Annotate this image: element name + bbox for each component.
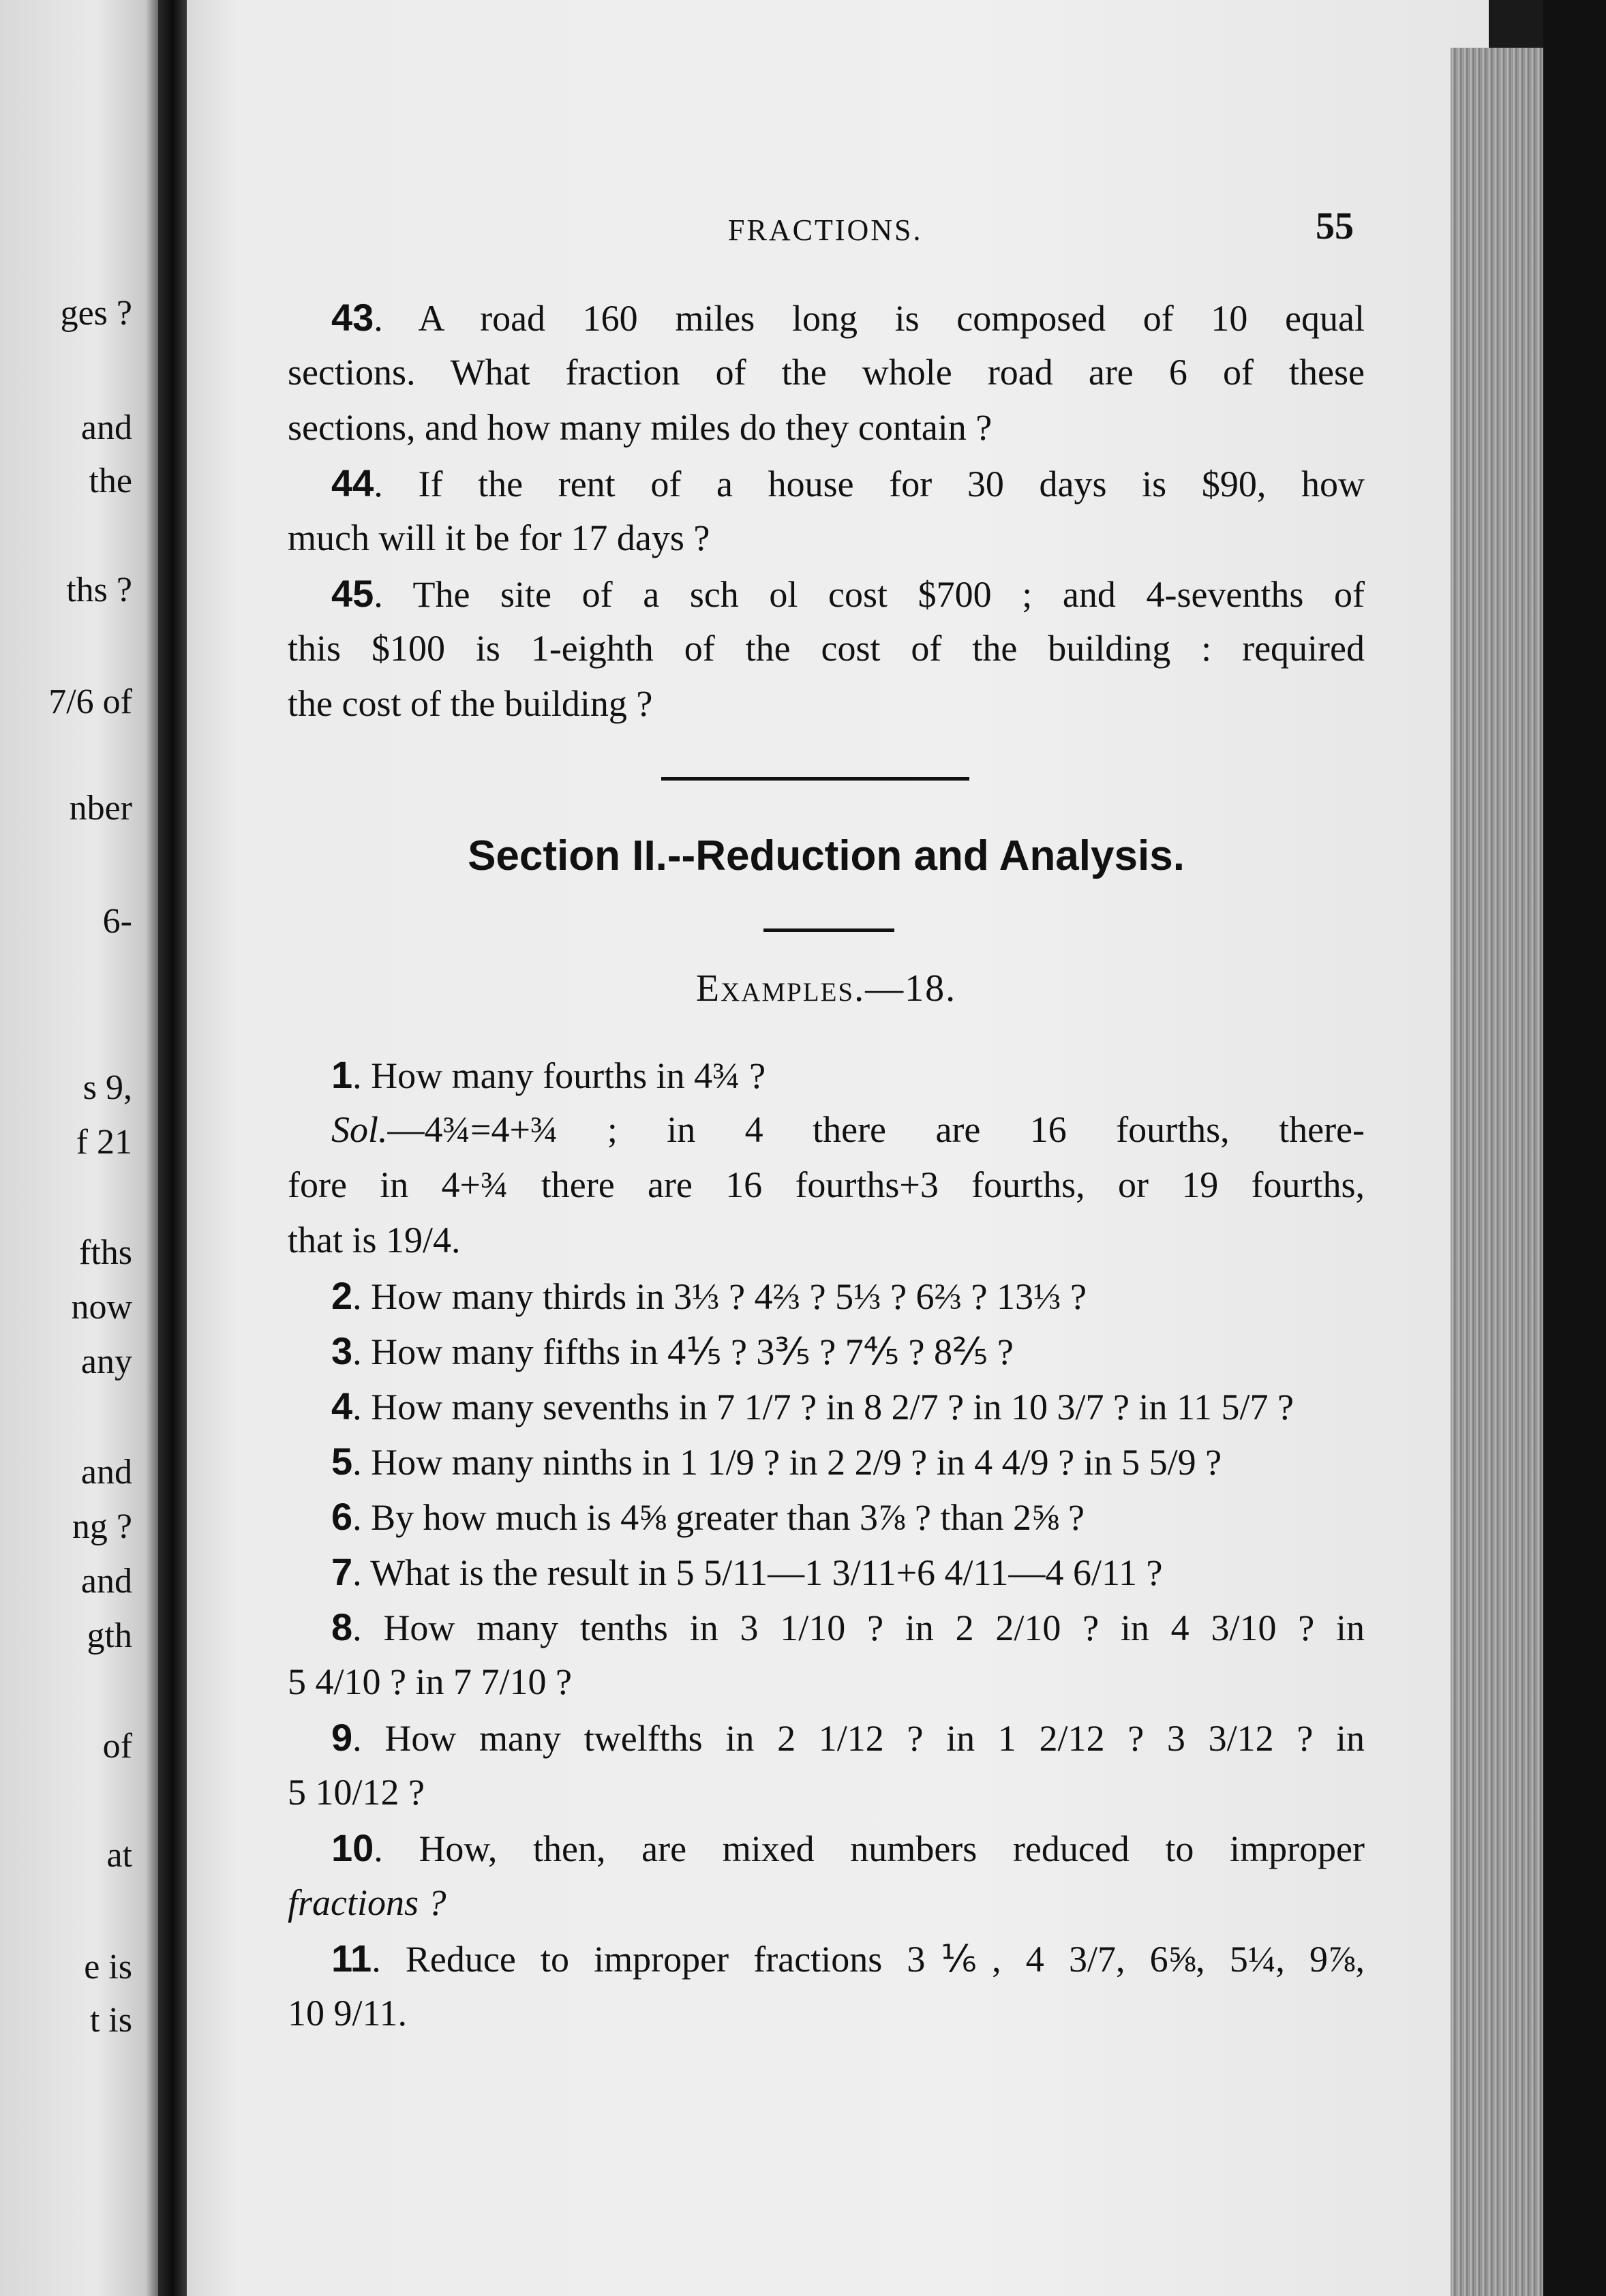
problem-number: 45 (331, 572, 374, 615)
left-fragment: t is (89, 2001, 132, 2040)
example-text: How many fourths in 4¾ ? (371, 1055, 766, 1096)
book-gutter (158, 0, 187, 2296)
example-text: Reduce to improper fractions 3⅙, 4 3/7, 6⅝, 5¼, 9⅞, (405, 1939, 1365, 1980)
left-fragment: at (106, 1836, 132, 1875)
problems-top (288, 290, 1365, 731)
example-text: What is the result in 5 5/11—1 3/11+6 4/11—4 6/11 ? (370, 1552, 1163, 1593)
left-fragment: ges ? (60, 294, 132, 333)
example-line: 11. Reduce to improper fractions 3⅙, 4 3/7, 6⅝, 5¼, 9⅞, (331, 1937, 1365, 1980)
example-text: How many thirds in 3⅓ ? 4⅔ ? 5⅓ ? 6⅔ ? 13⅓ ? (371, 1276, 1087, 1317)
example-line: 3. How many fifths in 4⅕ ? 3⅗ ? 7⅘ ? 8⅖ ? (331, 1329, 1014, 1372)
example-text: How, then, are mixed numbers reduced to improper (419, 1828, 1365, 1869)
example-number: 8 (331, 1605, 353, 1648)
divider-rule-short (763, 928, 894, 932)
problem-line: sections, and how many miles do they contain ? (288, 407, 993, 448)
left-fragment: gth (87, 1616, 132, 1655)
solution-text: —4¾=4+¾ ; in 4 there are 16 fourths, there- (387, 1109, 1365, 1150)
example-number: 4 (331, 1385, 353, 1428)
example-text: How many twelfths in 2 1/12 ? in 1 2/12 ? 3 3/12 ? in (384, 1718, 1365, 1759)
example-text: How many fifths in 4⅕ ? 3⅗ ? 7⅘ ? 8⅖ ? (371, 1331, 1014, 1372)
solution-label: Sol. (331, 1109, 388, 1150)
problem-line: much will it be for 17 days ? (288, 517, 710, 558)
examples-heading: Examples.—18. (695, 967, 957, 1010)
example-number: 11 (331, 1937, 372, 1980)
example-line: 5 10/12 ? (288, 1772, 425, 1813)
example-line: fractions ? (288, 1882, 446, 1923)
left-fragment: s 9, (82, 1068, 132, 1107)
left-fragment: nber (69, 789, 132, 828)
left-fragment: 6- (102, 902, 132, 941)
left-fragment: and (80, 1453, 132, 1492)
example-number: 2 (331, 1274, 353, 1317)
example-text: How many tenths in 3 1/10 ? in 2 2/10 ? in 4 3/10 ? in (383, 1607, 1365, 1648)
example-line: 1. How many fourths in 4¾ ? (331, 1053, 766, 1096)
problem-number: 44 (331, 462, 374, 504)
left-fragment: ng ? (72, 1507, 132, 1546)
example-text: How many sevenths in 7 1/7 ? in 8 2/7 ? in 10 3/7 ? in 11 5/7 ? (371, 1387, 1294, 1428)
problem-line: sections. What fraction of the whole road are 6 of these (288, 352, 1365, 393)
problem-line: this $100 is 1-eighth of the cost of the building : required (288, 628, 1365, 669)
left-fragment: fths (79, 1233, 132, 1272)
left-fragment: and (80, 1562, 132, 1601)
example-text: By how much is 4⅝ greater than 3⅞ ? than 2⅝ ? (371, 1497, 1085, 1538)
left-fragment: f 21 (76, 1123, 132, 1162)
example-number: 3 (331, 1329, 353, 1372)
problem-line: 43. A road 160 miles long is composed of 10 equal (331, 296, 1365, 339)
example-line: 5 4/10 ? in 7 7/10 ? (288, 1661, 572, 1702)
problem-line: 44. If the rent of a house for 30 days is $90, how (331, 462, 1365, 504)
running-head: FRACTIONS. (728, 213, 923, 247)
left-fragment: e is (84, 1948, 132, 1987)
page-number: 55 (1316, 205, 1354, 247)
example-line: 10. How, then, are mixed numbers reduced to improper (331, 1826, 1365, 1869)
problem-line: 45. The site of a sch ol cost $700 ; and 4-sevenths of (331, 572, 1365, 615)
left-fragment: now (71, 1288, 132, 1327)
example-line: 2. How many thirds in 3⅓ ? 4⅔ ? 5⅓ ? 6⅔ ? 13⅓ ? (331, 1274, 1087, 1317)
example-number: 5 (331, 1440, 353, 1483)
problem-text: A road 160 miles long is composed of 10 equal (418, 298, 1365, 339)
example-line: 5. How many ninths in 1 1/9 ? in 2 2/9 ? in 4 4/9 ? in 5 5/9 ? (331, 1440, 1222, 1483)
example-line: 9. How many twelfths in 2 1/12 ? in 1 2/12 ? 3 3/12 ? in (331, 1716, 1365, 1759)
problem-line: the cost of the building ? (288, 683, 653, 724)
solution-line (288, 1102, 1365, 1158)
previous-page-fragment (0, 0, 158, 2296)
solution-line: fore in 4+¾ there are 16 fourths+3 fourths, or 19 fourths, (288, 1164, 1365, 1205)
left-fragment: any (80, 1342, 132, 1381)
example-line: 6. By how much is 4⅝ greater than 3⅞ ? than 2⅝ ? (331, 1495, 1085, 1538)
problem-text: The site of a sch ol cost $700 ; and 4-sevenths of (412, 574, 1365, 615)
problem-number: 43 (331, 296, 374, 339)
page-edges (1451, 48, 1543, 2296)
section-heading: Section II.--Reduction and Analysis. (468, 832, 1185, 879)
example-number: 1 (331, 1053, 353, 1096)
problem-text: If the rent of a house for 30 days is $90, how (418, 464, 1365, 504)
example-number: 7 (331, 1550, 353, 1593)
divider-rule (661, 777, 969, 781)
example-line: 4. How many sevenths in 7 1/7 ? in 8 2/7 ? in 10 3/7 ? in 11 5/7 ? (331, 1385, 1294, 1428)
scan-border (1543, 0, 1606, 2296)
left-fragment: ths ? (66, 571, 132, 609)
examples-list (288, 1047, 1365, 2041)
left-fragment: and (80, 408, 132, 447)
example-number: 10 (331, 1826, 374, 1869)
example-number: 9 (331, 1716, 353, 1759)
left-fragment: 7/6 of (48, 682, 132, 721)
solution-line: that is 19/4. (288, 1220, 461, 1260)
example-line: 7. What is the result in 5 5/11—1 3/11+6 4/11—4 6/11 ? (331, 1550, 1163, 1593)
left-fragment: of (102, 1727, 132, 1766)
example-line: 10 9/11. (288, 1993, 407, 2034)
left-fragment: the (89, 462, 132, 500)
example-text: How many ninths in 1 1/9 ? in 2 2/9 ? in 4 4/9 ? in 5 5/9 ? (371, 1442, 1222, 1483)
example-number: 6 (331, 1495, 353, 1538)
example-line: 8. How many tenths in 3 1/10 ? in 2 2/10 ? in 4 3/10 ? in (331, 1605, 1365, 1648)
